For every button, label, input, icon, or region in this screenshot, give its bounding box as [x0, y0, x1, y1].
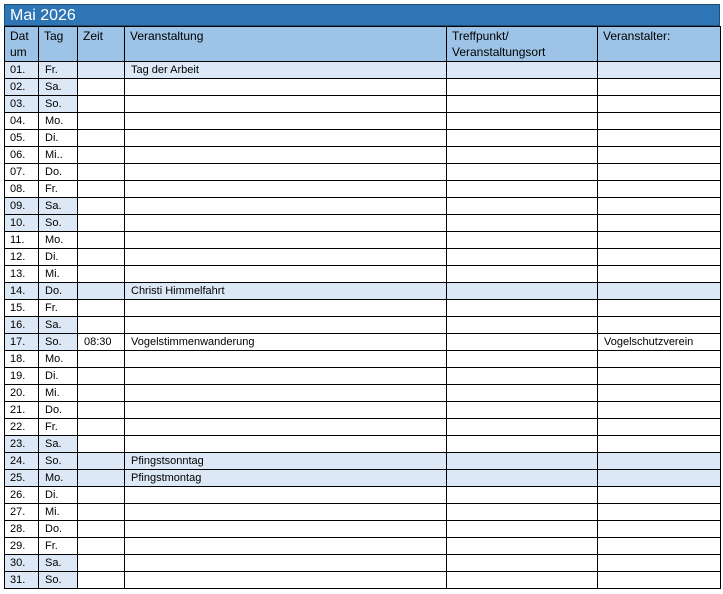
table-row	[5, 555, 721, 572]
place-cell[interactable]	[447, 334, 598, 351]
day-cell[interactable]: Sa.	[39, 317, 78, 334]
event-cell[interactable]	[125, 521, 447, 538]
event-cell[interactable]: Pfingstsonntag	[125, 453, 447, 470]
organizer-cell[interactable]	[598, 181, 721, 198]
date-cell[interactable]: 03.	[5, 96, 39, 113]
event-cell[interactable]	[125, 487, 447, 504]
place-cell[interactable]	[447, 470, 598, 487]
time-cell[interactable]	[78, 147, 125, 164]
time-cell[interactable]	[78, 249, 125, 266]
day-cell[interactable]: Mi.	[39, 385, 78, 402]
day-cell[interactable]: So.	[39, 215, 78, 232]
place-cell[interactable]	[447, 232, 598, 249]
table-row	[5, 385, 721, 402]
organizer-cell[interactable]	[598, 283, 721, 300]
place-cell[interactable]	[447, 113, 598, 130]
date-cell[interactable]: 11.	[5, 232, 39, 249]
date-cell[interactable]: 26.	[5, 487, 39, 504]
date-cell[interactable]: 18.	[5, 351, 39, 368]
table-row	[5, 215, 721, 232]
day-cell[interactable]: Sa.	[39, 198, 78, 215]
events-table	[4, 26, 721, 589]
header-place: Treffpunkt/ Veranstaltungsort	[447, 27, 598, 62]
date-cell[interactable]: 08.	[5, 181, 39, 198]
place-cell[interactable]	[447, 453, 598, 470]
event-cell[interactable]	[125, 215, 447, 232]
table-row	[5, 249, 721, 266]
date-cell[interactable]: 16.	[5, 317, 39, 334]
time-cell[interactable]	[78, 572, 125, 589]
day-cell[interactable]: Sa.	[39, 79, 78, 96]
place-cell[interactable]	[447, 538, 598, 555]
table-row	[5, 402, 721, 419]
place-cell[interactable]	[447, 130, 598, 147]
organizer-cell[interactable]	[598, 419, 721, 436]
organizer-cell[interactable]	[598, 215, 721, 232]
day-cell[interactable]: Do.	[39, 283, 78, 300]
day-cell[interactable]: Mo.	[39, 470, 78, 487]
place-cell[interactable]	[447, 266, 598, 283]
time-cell[interactable]	[78, 487, 125, 504]
organizer-cell[interactable]	[598, 487, 721, 504]
table-row	[5, 232, 721, 249]
organizer-cell[interactable]	[598, 79, 721, 96]
day-cell[interactable]: Mi.	[39, 504, 78, 521]
header-date: Dat um	[5, 27, 39, 62]
event-cell[interactable]	[125, 113, 447, 130]
organizer-cell[interactable]	[598, 555, 721, 572]
event-cell[interactable]	[125, 385, 447, 402]
place-cell[interactable]	[447, 283, 598, 300]
organizer-cell[interactable]	[598, 147, 721, 164]
place-cell[interactable]	[447, 572, 598, 589]
event-cell[interactable]	[125, 504, 447, 521]
table-row	[5, 351, 721, 368]
table-row	[5, 470, 721, 487]
place-cell[interactable]	[447, 436, 598, 453]
place-cell[interactable]	[447, 300, 598, 317]
day-cell[interactable]: Mo.	[39, 351, 78, 368]
date-cell[interactable]: 24.	[5, 453, 39, 470]
date-cell[interactable]: 05.	[5, 130, 39, 147]
organizer-cell[interactable]	[598, 572, 721, 589]
time-cell[interactable]	[78, 385, 125, 402]
day-cell[interactable]: Do.	[39, 402, 78, 419]
date-cell[interactable]: 29.	[5, 538, 39, 555]
event-cell[interactable]: Tag der Arbeit	[125, 62, 447, 79]
event-cell[interactable]	[125, 181, 447, 198]
date-cell[interactable]: 17.	[5, 334, 39, 351]
table-row	[5, 79, 721, 96]
table-row	[5, 62, 721, 79]
date-cell[interactable]: 13.	[5, 266, 39, 283]
time-cell[interactable]	[78, 215, 125, 232]
day-cell[interactable]: Sa.	[39, 555, 78, 572]
date-cell[interactable]: 12.	[5, 249, 39, 266]
organizer-cell[interactable]	[598, 538, 721, 555]
event-cell[interactable]	[125, 351, 447, 368]
time-cell[interactable]	[78, 181, 125, 198]
table-row	[5, 266, 721, 283]
event-cell[interactable]	[125, 96, 447, 113]
day-cell[interactable]: Do.	[39, 521, 78, 538]
organizer-cell[interactable]	[598, 266, 721, 283]
place-cell[interactable]	[447, 147, 598, 164]
place-cell[interactable]	[447, 164, 598, 181]
time-cell[interactable]	[78, 453, 125, 470]
event-cell[interactable]	[125, 147, 447, 164]
date-cell[interactable]: 25.	[5, 470, 39, 487]
table-row	[5, 300, 721, 317]
organizer-cell[interactable]	[598, 113, 721, 130]
table-row	[5, 504, 721, 521]
event-cell[interactable]: Vogelstimmenwanderung	[125, 334, 447, 351]
header-event: Veranstaltung	[125, 27, 447, 62]
event-cell[interactable]	[125, 266, 447, 283]
time-cell[interactable]	[78, 130, 125, 147]
day-cell[interactable]: Mi.	[39, 266, 78, 283]
table-row	[5, 147, 721, 164]
time-cell[interactable]	[78, 555, 125, 572]
date-cell[interactable]: 15.	[5, 300, 39, 317]
table-row	[5, 317, 721, 334]
day-cell[interactable]: Fr.	[39, 300, 78, 317]
organizer-cell[interactable]	[598, 249, 721, 266]
time-cell[interactable]	[78, 470, 125, 487]
date-cell[interactable]: 30.	[5, 555, 39, 572]
table-row	[5, 487, 721, 504]
event-cell[interactable]	[125, 572, 447, 589]
month-title: Mai 2026	[4, 4, 720, 26]
organizer-cell[interactable]	[598, 62, 721, 79]
table-row	[5, 436, 721, 453]
date-cell[interactable]: 20.	[5, 385, 39, 402]
organizer-cell[interactable]	[598, 130, 721, 147]
date-cell[interactable]: 19.	[5, 368, 39, 385]
day-cell[interactable]: Mo.	[39, 113, 78, 130]
organizer-cell[interactable]	[598, 385, 721, 402]
date-cell[interactable]: 28.	[5, 521, 39, 538]
organizer-cell[interactable]	[598, 232, 721, 249]
table-row	[5, 96, 721, 113]
organizer-cell[interactable]	[598, 436, 721, 453]
date-cell[interactable]: 01.	[5, 62, 39, 79]
day-cell[interactable]: Di.	[39, 130, 78, 147]
event-cell[interactable]: Pfingstmontag	[125, 470, 447, 487]
date-cell[interactable]: 22.	[5, 419, 39, 436]
event-cell[interactable]	[125, 402, 447, 419]
place-cell[interactable]	[447, 402, 598, 419]
table-row	[5, 453, 721, 470]
day-cell[interactable]: Di.	[39, 487, 78, 504]
time-cell[interactable]: 08:30	[78, 334, 125, 351]
event-cell[interactable]	[125, 538, 447, 555]
organizer-cell[interactable]	[598, 351, 721, 368]
table-row	[5, 164, 721, 181]
day-cell[interactable]: Di.	[39, 368, 78, 385]
event-cell[interactable]	[125, 419, 447, 436]
day-cell[interactable]: So.	[39, 96, 78, 113]
place-cell[interactable]	[447, 198, 598, 215]
date-cell[interactable]: 23.	[5, 436, 39, 453]
place-cell[interactable]	[447, 487, 598, 504]
day-cell[interactable]: So.	[39, 453, 78, 470]
date-cell[interactable]: 14.	[5, 283, 39, 300]
day-cell[interactable]: Fr.	[39, 419, 78, 436]
table-row	[5, 283, 721, 300]
time-cell[interactable]	[78, 266, 125, 283]
day-cell[interactable]: Di.	[39, 249, 78, 266]
time-cell[interactable]	[78, 96, 125, 113]
time-cell[interactable]	[78, 436, 125, 453]
day-cell[interactable]: So.	[39, 572, 78, 589]
table-row	[5, 130, 721, 147]
calendar-sheet	[4, 4, 720, 589]
date-cell[interactable]: 10.	[5, 215, 39, 232]
date-cell[interactable]: 04.	[5, 113, 39, 130]
event-cell[interactable]	[125, 249, 447, 266]
time-cell[interactable]	[78, 62, 125, 79]
day-cell[interactable]: Sa.	[39, 436, 78, 453]
place-cell[interactable]	[447, 504, 598, 521]
place-cell[interactable]	[447, 351, 598, 368]
place-cell[interactable]	[447, 181, 598, 198]
time-cell[interactable]	[78, 351, 125, 368]
time-cell[interactable]	[78, 402, 125, 419]
day-cell[interactable]: Fr.	[39, 62, 78, 79]
table-body	[5, 62, 721, 589]
table-row	[5, 572, 721, 589]
table-row	[5, 113, 721, 130]
organizer-cell[interactable]	[598, 164, 721, 181]
table-row	[5, 368, 721, 385]
place-cell[interactable]	[447, 79, 598, 96]
event-cell[interactable]	[125, 164, 447, 181]
time-cell[interactable]	[78, 198, 125, 215]
time-cell[interactable]	[78, 164, 125, 181]
date-cell[interactable]: 31.	[5, 572, 39, 589]
organizer-cell[interactable]	[598, 317, 721, 334]
place-cell[interactable]	[447, 317, 598, 334]
organizer-cell[interactable]	[598, 504, 721, 521]
time-cell[interactable]	[78, 232, 125, 249]
organizer-cell[interactable]	[598, 300, 721, 317]
organizer-cell[interactable]	[598, 470, 721, 487]
table-row	[5, 419, 721, 436]
header-organizer: Veranstalter:	[598, 27, 721, 62]
event-cell[interactable]	[125, 368, 447, 385]
day-cell[interactable]: So.	[39, 334, 78, 351]
event-cell[interactable]	[125, 232, 447, 249]
place-cell[interactable]	[447, 555, 598, 572]
event-cell[interactable]: Christi Himmelfahrt	[125, 283, 447, 300]
time-cell[interactable]	[78, 419, 125, 436]
header-row	[5, 27, 721, 62]
day-cell[interactable]: Do.	[39, 164, 78, 181]
time-cell[interactable]	[78, 368, 125, 385]
date-cell[interactable]: 02.	[5, 79, 39, 96]
event-cell[interactable]	[125, 130, 447, 147]
table-row	[5, 334, 721, 351]
organizer-cell[interactable]	[598, 453, 721, 470]
place-cell[interactable]	[447, 368, 598, 385]
time-cell[interactable]	[78, 300, 125, 317]
organizer-cell[interactable]	[598, 402, 721, 419]
place-cell[interactable]	[447, 62, 598, 79]
date-cell[interactable]: 21.	[5, 402, 39, 419]
place-cell[interactable]	[447, 385, 598, 402]
event-cell[interactable]	[125, 436, 447, 453]
table-row	[5, 181, 721, 198]
day-cell[interactable]: Mo.	[39, 232, 78, 249]
place-cell[interactable]	[447, 215, 598, 232]
organizer-cell[interactable]	[598, 368, 721, 385]
time-cell[interactable]	[78, 113, 125, 130]
date-cell[interactable]: 27.	[5, 504, 39, 521]
place-cell[interactable]	[447, 521, 598, 538]
event-cell[interactable]	[125, 317, 447, 334]
header-time: Zeit	[78, 27, 125, 62]
event-cell[interactable]	[125, 198, 447, 215]
header-day: Tag	[39, 27, 78, 62]
day-cell[interactable]: Fr.	[39, 181, 78, 198]
day-cell[interactable]: Mi..	[39, 147, 78, 164]
event-cell[interactable]	[125, 300, 447, 317]
time-cell[interactable]	[78, 504, 125, 521]
place-cell[interactable]	[447, 419, 598, 436]
organizer-cell[interactable]	[598, 96, 721, 113]
time-cell[interactable]	[78, 538, 125, 555]
date-cell[interactable]: 06.	[5, 147, 39, 164]
day-cell[interactable]: Fr.	[39, 538, 78, 555]
event-cell[interactable]	[125, 79, 447, 96]
time-cell[interactable]	[78, 317, 125, 334]
table-row	[5, 538, 721, 555]
time-cell[interactable]	[78, 79, 125, 96]
date-cell[interactable]: 07.	[5, 164, 39, 181]
event-cell[interactable]	[125, 555, 447, 572]
place-cell[interactable]	[447, 249, 598, 266]
table-row	[5, 198, 721, 215]
table-row	[5, 521, 721, 538]
organizer-cell[interactable]: Vogelschutzverein	[598, 334, 721, 351]
time-cell[interactable]	[78, 283, 125, 300]
organizer-cell[interactable]	[598, 521, 721, 538]
time-cell[interactable]	[78, 521, 125, 538]
place-cell[interactable]	[447, 96, 598, 113]
organizer-cell[interactable]	[598, 198, 721, 215]
date-cell[interactable]: 09.	[5, 198, 39, 215]
